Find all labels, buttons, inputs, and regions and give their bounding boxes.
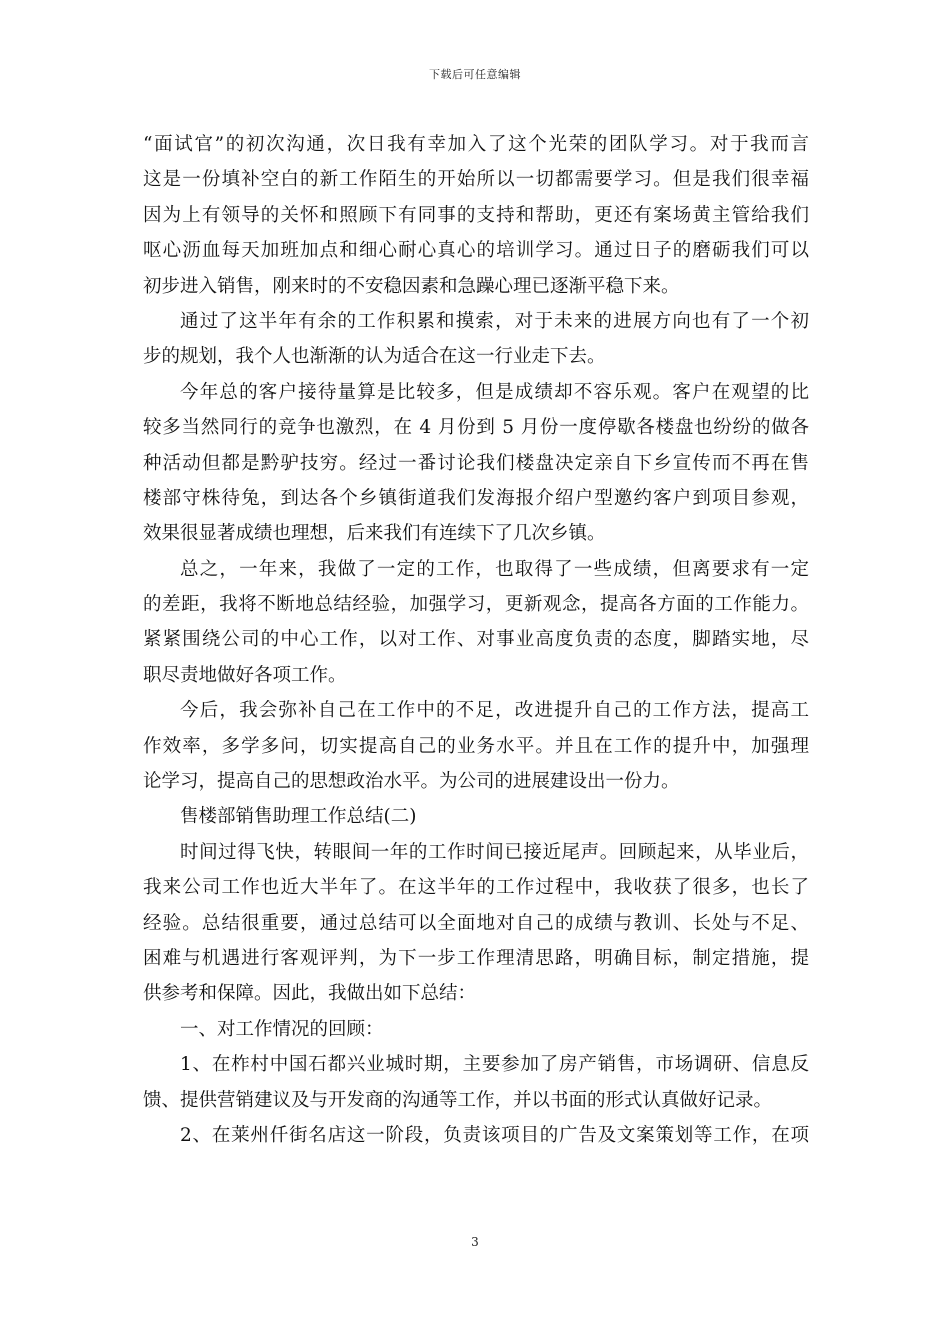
text-line: “面试官”的初次沟通，次日我有幸加入了这个光荣的团队学习。对于我而言 <box>143 134 809 155</box>
text-line: 论学习，提高自己的思想政治水平。为公司的进展建设出一份力。 <box>143 771 680 793</box>
text-line: 通过了这半年有余的工作积累和摸索，对于未来的进展方向也有了一个初 <box>180 310 809 332</box>
text-line: 职尽责地做好各项工作。 <box>143 664 347 686</box>
text-line: 时间过得飞快，转眼间一年的工作时间已接近尾声。回顾起来，从毕业后， <box>180 841 809 863</box>
text-line: 一、对工作情况的回顾： <box>180 1018 384 1040</box>
text-line: 呕心沥血每天加班加点和细心耐心真心的培训学习。通过日子的磨砺我们可以 <box>143 240 809 262</box>
text-line: 馈、提供营销建议及与开发商的沟通等工作，并以书面的形式认真做好记录。 <box>143 1089 773 1111</box>
page-header: 下载后可任意编辑 <box>429 68 521 81</box>
text-line: 1、在柞村中国石都兴业城时期，主要参加了房产销售，市场调研、信息反 <box>180 1054 809 1076</box>
text-line: 的差距，我将不断地总结经验，加强学习，更新观念，提高各方面的工作能力。 <box>143 594 809 616</box>
text-line: 今年总的客户接待量算是比较多，但是成绩却不容乐观。客户在观望的比 <box>180 381 809 403</box>
text-line: 经验。总结很重要，通过总结可以全面地对自己的成绩与教训、长处与不足、 <box>143 912 809 934</box>
text-line: 初步进入销售，刚来时的不安稳因素和急躁心理已逐渐平稳下来。 <box>143 275 680 297</box>
text-line: 我来公司工作也近大半年了。在这半年的工作过程中，我收获了很多，也长了 <box>143 877 809 899</box>
page-number: 3 <box>471 1235 479 1249</box>
text-line: 今后，我会弥补自己在工作中的不足，改进提升自己的工作方法，提高工 <box>180 700 809 722</box>
text-line: 较多当然同行的竞争也激烈，在 4 月份到 5 月份一度停歇各楼盘也纷纷的做各 <box>143 417 809 439</box>
text-line: 步的规划，我个人也渐渐的认为适合在这一行业走下去。 <box>143 346 606 368</box>
text-line: 种活动但都是黔驴技穷。经过一番讨论我们楼盘决定亲自下乡宣传而不再在售 <box>143 452 809 474</box>
text-line: 供参考和保障。因此，我做出如下总结： <box>143 983 477 1005</box>
text-line: 2、在莱州仟街名店这一阶段，负责该项目的广告及文案策划等工作，在项 <box>180 1124 809 1146</box>
text-line: 因为上有领导的关怀和照顾下有同事的支持和帮助，更还有案场黄主管给我们 <box>143 204 809 226</box>
text-line: 效果很显著成绩也理想，后来我们有连续下了几次乡镇。 <box>143 523 606 545</box>
text-line: 售楼部销售助理工作总结(二) <box>180 806 417 828</box>
text-line: 困难与机遇进行客观评判，为下一步工作理清思路，明确目标，制定措施，提 <box>143 947 809 969</box>
text-line: 楼部守株待兔，到达各个乡镇街道我们发海报介绍户型邀约客户到项目参观， <box>143 487 809 509</box>
document-body <box>143 127 809 1153</box>
text-line: 总之，一年来，我做了一定的工作，也取得了一些成绩，但离要求有一定 <box>180 558 809 580</box>
text-line: 紧紧围绕公司的中心工作，以对工作、对事业高度负责的态度，脚踏实地，尽 <box>143 629 809 651</box>
text-line: 这是一份填补空白的新工作陌生的开始所以一切都需要学习。但是我们很幸福 <box>143 169 809 191</box>
text-line: 作效率，多学多问，切实提高自己的业务水平。并且在工作的提升中，加强理 <box>143 735 809 757</box>
